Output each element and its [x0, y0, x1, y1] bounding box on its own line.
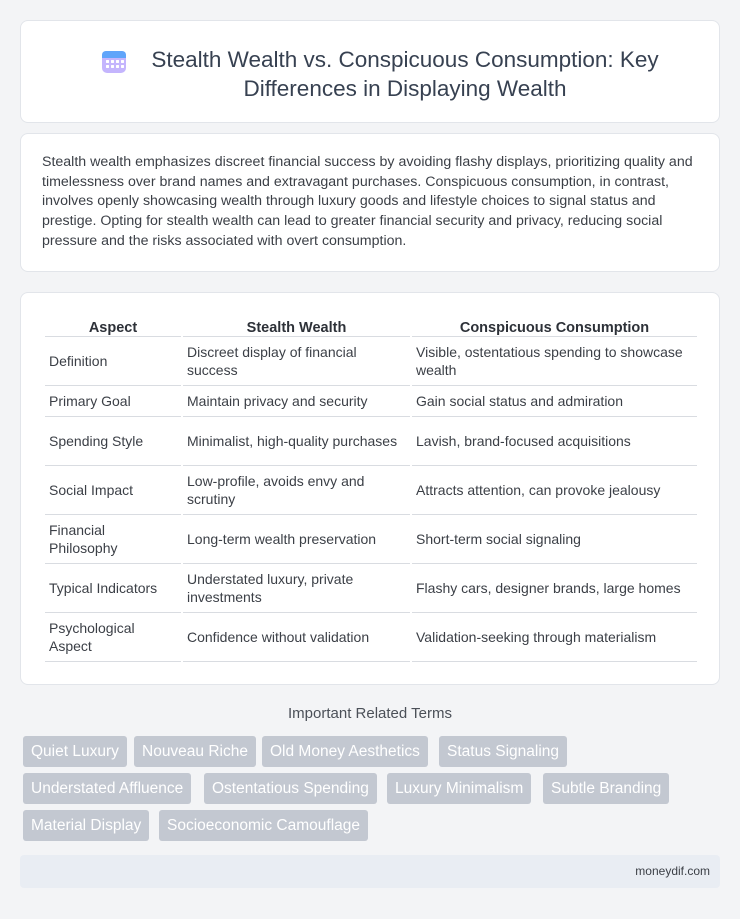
table-row [45, 417, 697, 466]
related-terms-heading: Important Related Terms [288, 705, 452, 722]
related-term-tag[interactable]: Old Money Aesthetics [262, 736, 428, 767]
table-cell: Lavish, brand-focused acquisitions [412, 417, 697, 466]
table-cell: Financial Philosophy [45, 515, 181, 564]
comparison-table [43, 316, 699, 662]
related-term-tag[interactable]: Luxury Minimalism [387, 773, 531, 804]
related-term-tag[interactable]: Understated Affluence [23, 773, 191, 804]
table-row [45, 613, 697, 662]
table-cell: Flashy cars, designer brands, large homes [412, 564, 697, 613]
table-cell: Short-term social signaling [412, 515, 697, 564]
table-cell: Minimalist, high-quality purchases [183, 417, 410, 466]
column-header-conspicuous-consumption: Conspicuous Consumption [412, 316, 697, 337]
column-header-stealth-wealth: Stealth Wealth [183, 316, 410, 337]
table-cell: Social Impact [45, 466, 181, 515]
table-row [45, 466, 697, 515]
related-term-tag[interactable]: Nouveau Riche [134, 736, 256, 767]
table-cell: Validation-seeking through materialism [412, 613, 697, 662]
table-cell: Psychological Aspect [45, 613, 181, 662]
intro-paragraph: Stealth wealth emphasizes discreet financial success by avoiding flashy displays, prioritizing quality and timelessness over brand names and extravagant purchases. Conspicuous consumption, in contrast, involves openly showcasing wealth through luxury goods and lifestyle choices to signal status and prestige. Opting for stealth wealth can lead to greater financial security and privacy, reducing social pressure and the risks associated with overt consumption. [42, 154, 693, 249]
table-row [45, 386, 697, 417]
title-card [20, 20, 720, 123]
table-cell: Visible, ostentatious spending to showcase wealth [412, 337, 697, 386]
table-cell: Primary Goal [45, 386, 181, 417]
table-row [45, 337, 697, 386]
related-term-tag[interactable]: Status Signaling [439, 736, 567, 767]
related-term-tag[interactable]: Socioeconomic Camouflage [159, 810, 368, 841]
related-term-tag[interactable]: Material Display [23, 810, 149, 841]
related-term-tag[interactable]: Quiet Luxury [23, 736, 127, 767]
table-cell: Understated luxury, private investments [183, 564, 410, 613]
column-header-aspect: Aspect [45, 316, 181, 337]
table-cell: Spending Style [45, 417, 181, 466]
page-title: Stealth Wealth vs. Conspicuous Consumption: Key Differences in Displaying Wealth [151, 47, 659, 101]
site-credit[interactable]: moneydif.com [635, 864, 710, 878]
related-term-tag[interactable]: Subtle Branding [543, 773, 669, 804]
table-cell: Discreet display of financial success [183, 337, 410, 386]
table-row [45, 515, 697, 564]
footer [20, 855, 720, 888]
table-cell: Definition [45, 337, 181, 386]
table-cell: Confidence without validation [183, 613, 410, 662]
table-cell: Low-profile, avoids envy and scrutiny [183, 466, 410, 515]
table-header-row [45, 316, 697, 337]
table-cell: Long-term wealth preservation [183, 515, 410, 564]
table-cell: Maintain privacy and security [183, 386, 410, 417]
comparison-card [20, 292, 720, 685]
table-cell: Typical Indicators [45, 564, 181, 613]
table-cell: Gain social status and admiration [412, 386, 697, 417]
table-cell: Attracts attention, can provoke jealousy [412, 466, 697, 515]
intro-card [20, 133, 720, 272]
table-row [45, 564, 697, 613]
related-term-tag[interactable]: Ostentatious Spending [204, 773, 377, 804]
